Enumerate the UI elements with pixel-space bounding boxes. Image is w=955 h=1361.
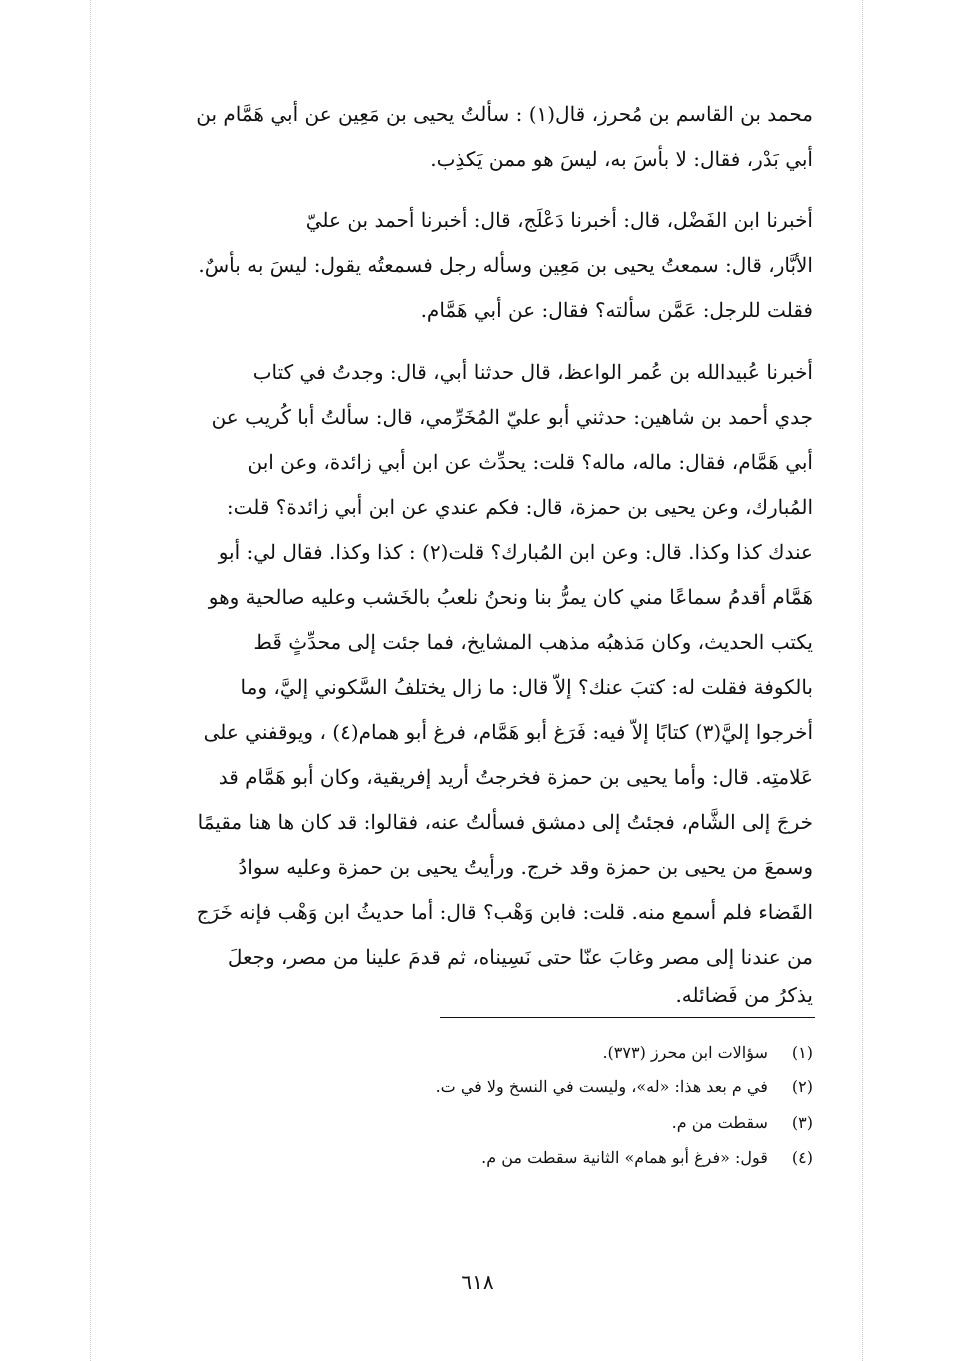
footnote-text: سقطت من م. [671, 1113, 768, 1132]
text-line: فقلت للرجل: عَمَّن سألته؟ فقال: عن أبي هَمَّام. [420, 298, 813, 322]
text-line: أخبرنا عُبيدالله بن عُمر الواعظ، قال حدثنا أبي، قال: وجدتُ في كتاب [252, 360, 813, 384]
footnote-number: (١) [791, 1043, 813, 1062]
text-line: أخبرنا ابن الفَضْل، قال: أخبرنا دَعْلَج، قال: أخبرنا أحمد بن عليّ [305, 208, 813, 232]
text-line: أبي هَمَّام، فقال: ماله، ماله؟ قلت: يحدِّث عن ابن أبي زائدة، وعن ابن [247, 450, 813, 474]
text-line: وسمعَ من يحيى بن حمزة وقد خرج. ورأيتُ يحيى بن حمزة وعليه سوادُ [238, 855, 813, 879]
footnote-number: (٣) [791, 1113, 813, 1132]
text-line: المُبارك، وعن يحيى بن حمزة، قال: فكم عندي عن ابن أبي زائدة؟ قلت: [226, 495, 813, 519]
text-line: عندك كذا وكذا. قال: وعن ابن المُبارك؟ قلت(٢) : كذا وكذا. فقال لي: أبو [218, 540, 813, 564]
page-number: ٦١٨ [461, 1270, 494, 1294]
footnote-separator [440, 1017, 815, 1018]
text-line: عَلامتِه. قال: وأما يحيى بن حمزة فخرجتُ أريد إفريقية، وكان أبو هَمَّام قد [218, 765, 813, 789]
footnote [672, 1113, 813, 1132]
text-line: أبي بَدْر، فقال: لا بأسَ به، ليسَ هو ممن يَكذِب. [430, 147, 813, 171]
footnote-text: سؤالات ابن محرز (٣٧٣). [602, 1043, 768, 1062]
footnote-text: في م بعد هذا: «له»، وليست في النسخ ولا في ت. [435, 1077, 768, 1096]
footnote [436, 1077, 813, 1096]
scan-guide-line [862, 0, 863, 1361]
text-line: يذكرُ من فَضائله. [675, 983, 813, 1007]
text-line: هَمَّام أقدمُ سماعًا مني كان يمرُّ بنا ونحنُ نلعبُ بالخَشب وعليه صالحية وهو [208, 585, 813, 609]
text-line: يكتب الحديث، وكان مَذهبُه مذهب المشايخ، فما جئت إلى محدِّثٍ قَط [253, 630, 813, 654]
footnote-text: قول: «فرغ أبو همام» الثانية سقطت من م. [481, 1148, 768, 1167]
text-line: أخرجوا إليَّ(٣) كتابًا إلاّ فيه: فَرَغ أبو هَمَّام، فرغ أبو همام(٤) ، ويوقفني على [203, 720, 813, 744]
text-line: محمد بن القاسم بن مُحرز، قال(١) : سألتُ يحيى بن مَعِين عن أبي هَمَّام بن [196, 102, 813, 126]
footnote-number: (٢) [791, 1077, 813, 1096]
text-line: خرجَ إلى الشَّام، فجئتُ إلى دمشق فسألتُ عنه، فقالوا: قد كان ها هنا مقيمًا [197, 810, 813, 834]
footnote-number: (٤) [791, 1148, 813, 1167]
footnote [481, 1148, 813, 1167]
text-line: الأبَّار، قال: سمعتُ يحيى بن مَعِين وسأله رجل فسمعتُه يقول: ليسَ به بأسٌ. [198, 253, 813, 277]
footnote [602, 1043, 813, 1062]
text-line: القَضاء فلم أسمع منه. قلت: فابن وَهْب؟ قال: أما حديثُ ابن وَهْب فإنه خَرَج [196, 900, 813, 924]
scan-guide-line [90, 0, 91, 1361]
text-line: من عندنا إلى مصر وغابَ عنّا حتى نَسِيناه، ثم قدمَ علينا من مصر، وجعلَ [227, 945, 813, 969]
text-line: جدي أحمد بن شاهين: حدثني أبو عليّ المُخَرِّمي، قال: سألتُ أبا كُريب عن [211, 405, 813, 429]
text-line: بالكوفة فقلت له: كتبَ عنك؟ إلاّ قال: ما زال يختلفُ السَّكوني إليَّ، وما [240, 675, 813, 699]
